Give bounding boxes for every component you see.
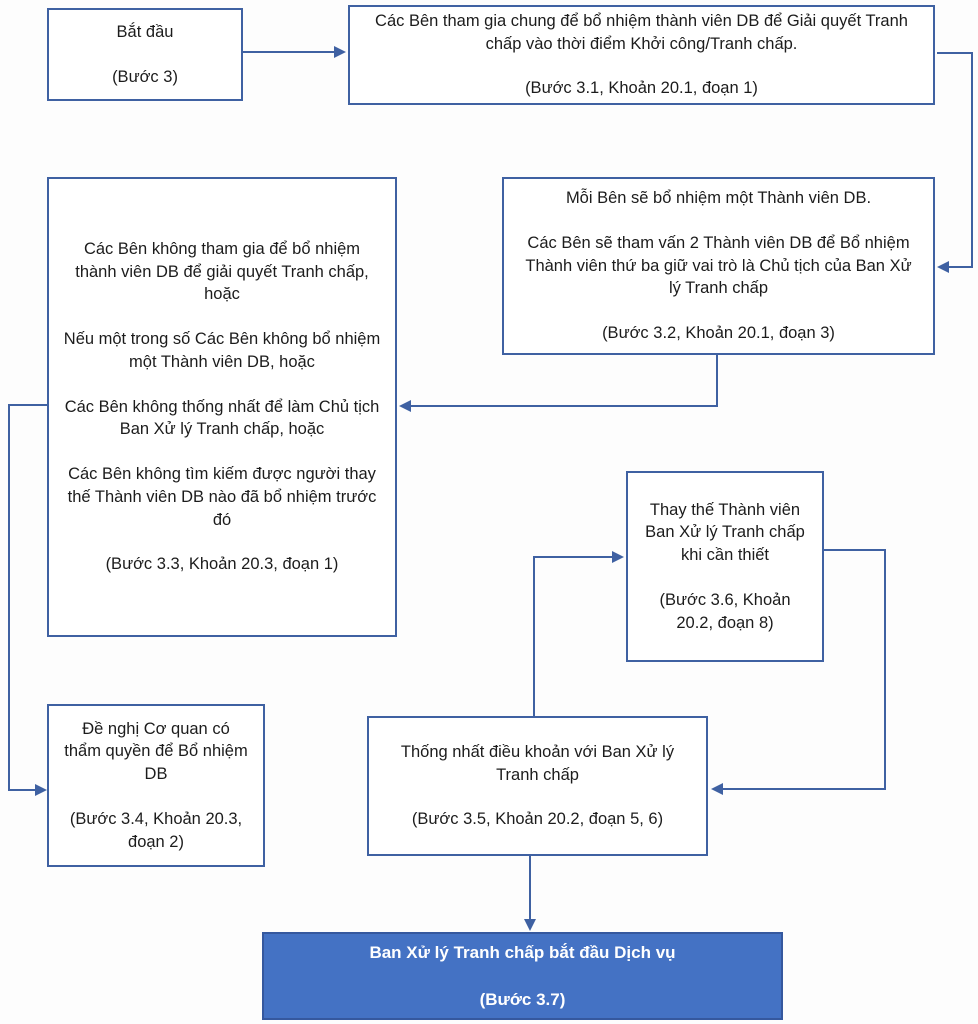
box-step-3-5-text: Thống nhất điều khoản với Ban Xử lý Tranh chấp: [400, 742, 675, 784]
connector-3-6-to-3-5-seg1: [824, 549, 886, 551]
connector-start-to-3-1: [243, 51, 334, 53]
box-step-3-3-text4: Các Bên không tìm kiếm được người thay thế Thành viên DB nào đã bổ nhiệm trước đó: [67, 465, 377, 529]
box-step-3-2-text2: Các Bên sẽ tham vấn 2 Thành viên DB để Bổ nhiệm Thành viên thứ ba giữ vai trò là Chủ tịch của Ban Xử lý Tranh chấp: [525, 233, 912, 298]
box-step-3-4-text: Đề nghị Cơ quan có thẩm quyền để Bổ nhiệm DB: [64, 719, 248, 784]
box-start-ref: (Bước 3): [112, 67, 178, 86]
box-step-3-7-end: [262, 932, 783, 1020]
connector-3-2-to-3-3-seg2: [411, 405, 718, 407]
box-step-3-7-text: Ban Xử lý Tranh chấp bắt đầu Dịch vụ: [369, 942, 676, 962]
box-step-3-2-text1: Mỗi Bên sẽ bổ nhiệm một Thành viên DB.: [565, 189, 872, 208]
box-step-3-6: [626, 471, 824, 662]
box-step-3-3: [47, 177, 397, 637]
box-step-3-4-ref: (Bước 3.4, Khoản 20.3, đoạn 2): [69, 809, 243, 851]
box-step-3-6-ref: (Bước 3.6, Khoản 20.2, đoạn 8): [659, 590, 791, 632]
arrowhead-right-icon: [612, 551, 624, 563]
box-step-3-1: [348, 5, 935, 105]
connector-3-5-to-3-7: [529, 856, 531, 920]
box-step-3-7-ref: (Bước 3.7): [479, 990, 566, 1009]
arrowhead-right-icon: [334, 46, 346, 58]
arrowhead-left-icon: [711, 783, 723, 795]
connector-3-1-to-3-2-seg2: [971, 52, 973, 268]
box-step-3-5: [367, 716, 708, 856]
arrowhead-down-icon: [524, 919, 536, 931]
connector-3-1-to-3-2-seg1: [937, 52, 973, 54]
box-step-3-3-text1: Các Bên không tham gia để bổ nhiệm thành viên DB để giải quyết Tranh chấp, hoặc: [75, 239, 369, 304]
box-step-3-2: [502, 177, 935, 355]
connector-3-5-to-3-6-seg2: [533, 556, 613, 558]
box-step-3-1-text: Các Bên tham gia chung để bổ nhiệm thành viên DB để Giải quyết Tranh chấp vào thời điểm Khởi công/Tranh chấp.: [375, 11, 908, 53]
arrowhead-left-icon: [399, 400, 411, 412]
arrowhead-left-icon: [937, 261, 949, 273]
connector-3-3-to-3-4-seg1: [9, 404, 47, 406]
box-step-3-4: [47, 704, 265, 867]
connector-3-3-to-3-4-seg3: [8, 789, 35, 791]
box-step-3-3-text3: Các Bên không thống nhất để làm Chủ tịch Ban Xử lý Tranh chấp, hoặc: [64, 397, 380, 439]
connector-3-5-to-3-6-seg1: [533, 556, 535, 716]
box-step-3-2-ref: (Bước 3.2, Khoản 20.1, đoạn 3): [602, 324, 835, 343]
connector-3-6-to-3-5-seg2: [884, 549, 886, 790]
connector-3-2-to-3-3-seg1: [716, 355, 718, 407]
box-step-3-3-ref: (Bước 3.3, Khoản 20.3, đoạn 1): [105, 555, 339, 574]
box-step-3-6-text: Thay thế Thành viên Ban Xử lý Tranh chấp khi cần thiết: [645, 500, 805, 565]
connector-3-6-to-3-5-seg3: [723, 788, 886, 790]
box-step-3-1-ref: (Bước 3.1, Khoản 20.1, đoạn 1): [525, 79, 758, 98]
box-start: [47, 8, 243, 101]
box-step-3-5-ref: (Bước 3.5, Khoản 20.2, đoạn 5, 6): [411, 810, 664, 829]
connector-3-1-to-3-2-seg3: [949, 266, 973, 268]
connector-3-3-to-3-4-seg2: [8, 404, 10, 791]
arrowhead-right-icon: [35, 784, 47, 796]
box-start-title: Bắt đầu: [116, 22, 174, 41]
box-step-3-3-text2: Nếu một trong số Các Bên không bổ nhiệm một Thành viên DB, hoặc: [63, 330, 381, 371]
